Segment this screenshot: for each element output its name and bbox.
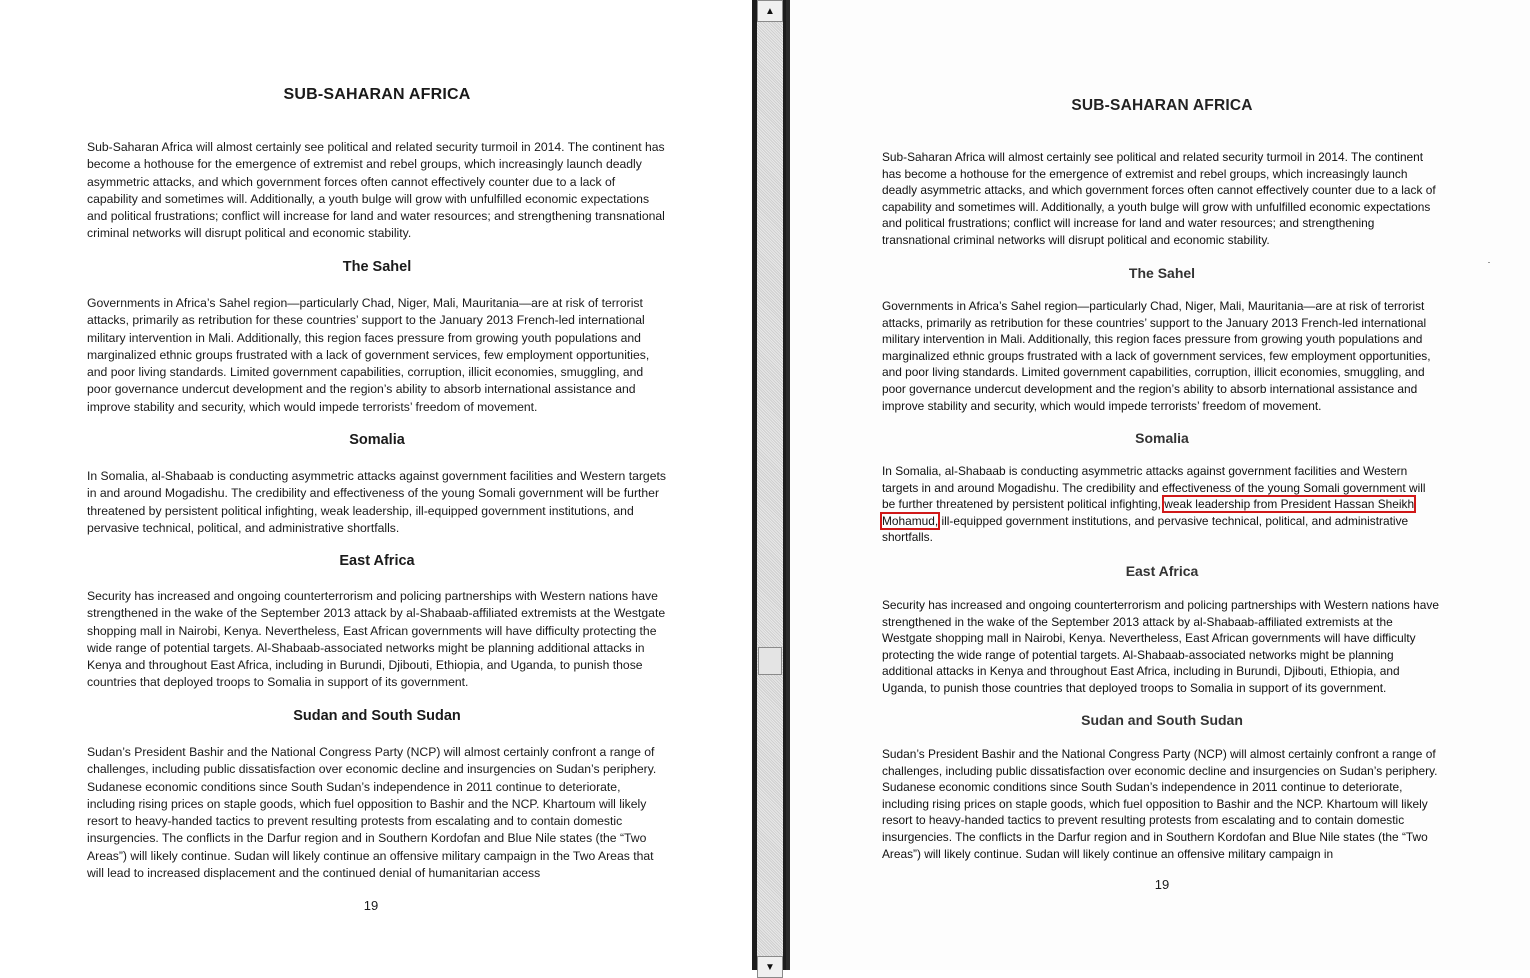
page-title: SUB-SAHARAN AFRICA [283,86,471,103]
somalia-paragraph: In Somalia, al-Shabaab is conducting asymmetric attacks against government facilities and Western targets in and around Mogadishu. The credibility and effectiveness of the young Somali government will be further threatened by persistent political infighting, weak leadership, ill-equipped government institutions, and pervasive technical, political, and administrative shortfalls. [87,469,666,535]
vertical-scrollbar[interactable] [752,0,790,973]
section-heading-east-africa: East Africa [1125,563,1199,579]
sudan-paragraph: Sudan’s President Bashir and the National Congress Party (NCP) will almost certainly confront a range of challenges, including public dissatisfaction over economic decline and insurgencies on Sudan’s periphery. Sudanese economic conditions since South Sudan’s independence in 2011 continue to deteriorate, including rising prices on staple goods, which fuel opposition to Bashir and the NCP. Khartoum will likely resort to heavy-handed tactics to prevent resulting protests from escalating and to contain domestic insurgencies. The conflicts in the Darfur region and in Southern Kordofan and Blue Nile states (the “Two Areas”) will likely continue. Sudan will likely continue an offensive military campaign in [882,747,1438,861]
sahel-paragraph: Governments in Africa’s Sahel region—particularly Chad, Niger, Mali, Mauritania—are at risk of terrorist attacks, primarily as retribution for these countries’ support to the January 2013 French-led international military intervention in Mali. Additionally, this region faces pressure from growing youth populations and marginalized ethnic groups frustrated with a lack of government services, few employment opportunities, and poor living standards. Limited government capabilities, corruption, illicit economies, smuggling, and poor governance undercut development and the region’s ability to absorb international assistance and improve stability and security, which would impede terrorists’ freedom of movement. [87,296,650,414]
section-heading-sahel: The Sahel [1128,265,1196,281]
scrollbar-thumb[interactable] [758,647,782,675]
somalia-paragraph [882,463,1442,546]
scroll-up-arrow-icon[interactable]: ▲ [757,0,783,22]
scrollbar-track[interactable] [757,0,783,970]
page-number: 19 [1154,877,1170,892]
highlighted-text-leadership: weak leadership from President Hassan Sheikh [1164,497,1415,512]
section-heading-somalia: Somalia [349,432,405,448]
east-africa-paragraph: Security has increased and ongoing counterterrorism and policing partnerships with Western nations have strengthened in the wake of the September 2013 attack by al-Shabaab-affiliated extremists at the Westgate shopping mall in Nairobi, Kenya. Nevertheless, East African governments will have difficulty protecting the wide range of potential targets. Al-Shabaab-associated networks might be planning additional attacks in Kenya and throughout East Africa, including in Burundi, Djibouti, Ethiopia, and Uganda, to punish those countries that deployed troops to Somalia in support of its government. [87,589,666,690]
section-heading-sudan: Sudan and South Sudan [1081,712,1243,728]
intro-paragraph: Sub-Saharan Africa will almost certainly see political and related security turmoil in 2014. The continent has become a hothouse for the emergence of extremist and rebel groups, which increasingly launch deadly asymmetric attacks, and which government forces often cannot effectively counter due to a lack of capability and sometimes will. Additionally, a youth bulge will grow with unfulfilled economic expectations and political frustrations; conflict will increase for land and water resources; and strengthening transnational criminal networks will disrupt political and economic stability. [87,140,665,241]
section-heading-sahel: The Sahel [342,259,412,275]
east-africa-paragraph: Security has increased and ongoing counterterrorism and policing partnerships with Western nations have strengthened in the wake of the September 2013 attack by al-Shabaab-affiliated extremists at the Westgate shopping mall in Nairobi, Kenya. Nevertheless, East African governments will have difficulty protecting the wide range of potential targets. Al-Shabaab-associated networks might be planning additional attacks in Kenya and throughout East Africa, including in Burundi, Djibouti, Ethiopia, and Uganda, to punish those countries that deployed troops to Somalia in support of its government. [882,598,1439,695]
section-heading-east-africa: East Africa [339,553,415,569]
sudan-paragraph: Sudan’s President Bashir and the National Congress Party (NCP) will almost certainly confront a range of challenges, including public dissatisfaction over economic decline and insurgencies on Sudan’s periphery. Sudanese economic conditions since South Sudan’s independence in 2011 continue to deteriorate, including rising prices on staple goods, which fuel opposition to Bashir and the NCP. Khartoum will likely resort to heavy-handed tactics to prevent resulting protests from escalating and to contain domestic insurgencies. The conflicts in the Darfur region and in Southern Kordofan and Blue Nile states (the “Two Areas”) will likely continue. Sudan will likely continue an offensive military campaign in the Two Areas that will lead to increased displacement and the continued denial of humanitarian access [87,745,657,881]
sahel-paragraph: Governments in Africa’s Sahel region—particularly Chad, Niger, Mali, Mauritania—are at risk of terrorist attacks, primarily as retribution for these countries’ support to the January 2013 French-led international military intervention in Mali. Additionally, this region faces pressure from growing youth populations and marginalized ethnic groups frustrated with a lack of government services, few employment opportunities, and poor living standards. Limited government capabilities, corruption, illicit economies, smuggling, and poor governance undercut development and the region’s ability to absorb international assistance and improve stability and security, which would impede terrorists’ freedom of movement. [882,299,1431,413]
left-document-pane[interactable] [0,0,752,970]
page-title: SUB-SAHARAN AFRICA [1071,97,1253,114]
somalia-text-before: In Somalia, al-Shabaab is conducting asymmetric attacks against government facilities and Western targets in and around Mogadishu. The credibility and effectiveness of the young Somali government will be further threatened by persistent political infighting, [882,464,1426,512]
intro-paragraph: Sub-Saharan Africa will almost certainly see political and related security turmoil in 2014. The continent has become a hothouse for the emergence of extremist and rebel groups, which increasingly launch deadly asymmetric attacks, and which government forces often cannot effectively counter due to a lack of capability and sometimes will. Additionally, a youth bulge will grow with unfulfilled economic expectations and political frustrations; conflict will increase for land and water resources; and strengthening transnational criminal networks will disrupt political and economic stability. [882,150,1436,247]
right-document-pane[interactable] [790,0,1530,970]
section-heading-sudan: Sudan and South Sudan [293,708,461,724]
somalia-text-after: ill-equipped government institutions, and pervasive technical, political, and administrative shortfalls. [882,513,1409,545]
section-heading-somalia: Somalia [1135,430,1189,446]
scroll-down-arrow-icon[interactable]: ▼ [757,956,783,978]
highlighted-text-mohamud: Mohamud, [882,513,939,528]
page-number: 19 [363,898,379,913]
scan-artifact [1488,262,1490,263]
